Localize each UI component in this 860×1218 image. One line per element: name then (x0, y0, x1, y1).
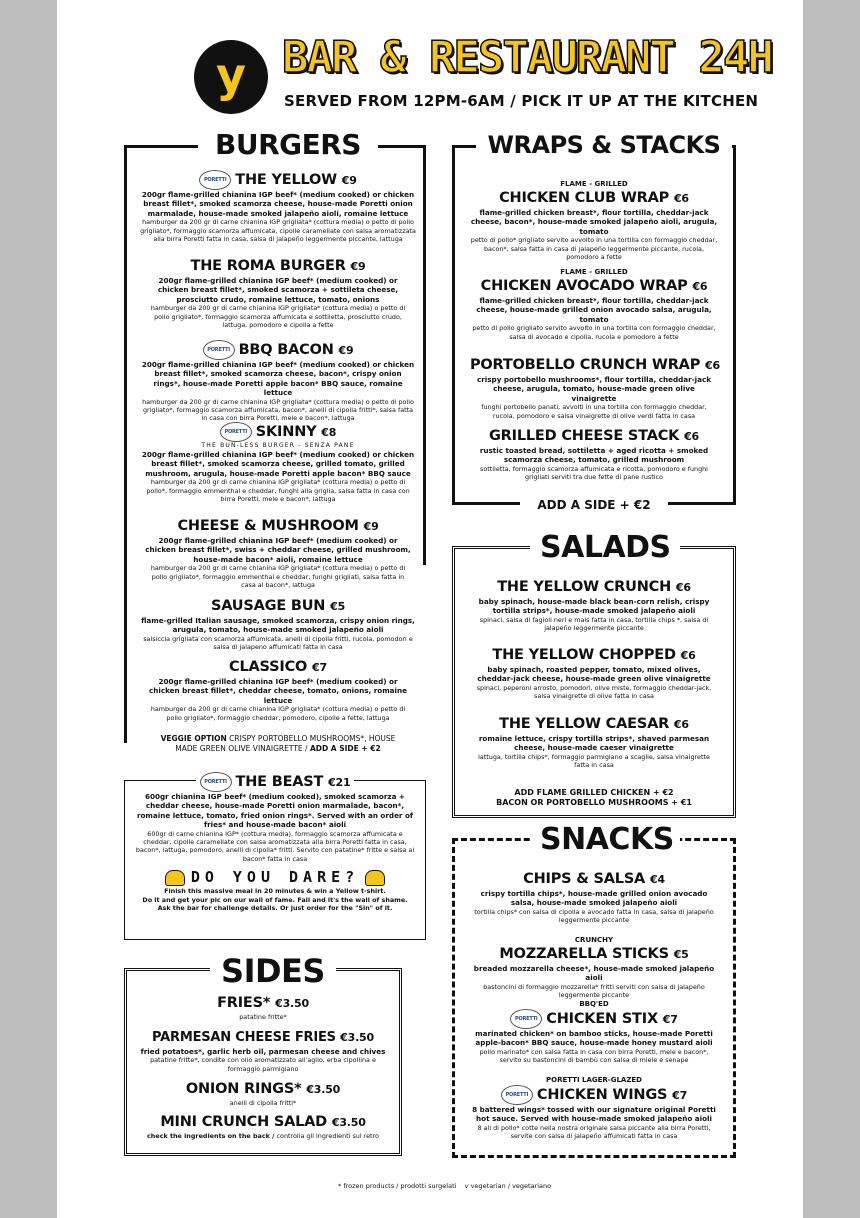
menu-item: CHIPS & SALSA €4 crispy tortilla chips*, house-made grilled onion avocado salsa, house-made smoked jalapeño aioli tortilla chips* con salsa di cipolla e avocado fatta in casa, salsa di jalapeño leggermente piccante (474, 871, 714, 925)
burger-icon (365, 870, 385, 886)
wraps-side: ADD A SIDE + €2 (520, 496, 668, 514)
menu-item: THE YELLOW CRUNCH €6 baby spinach, house-made black bean-corn relish, crispy tortilla strips*, house-made smoked jalapeño aioli spinaci, salsa di fagioli neri e mais fatta in casa, tortilla chips *, salsa di jalapeño leggermente piccante (478, 579, 710, 633)
menu-item: PARMESAN CHEESE FRIES €3.50 fried potatoes*, garlic herb oil, parmesan cheese and chives patatine fritte*, condite con olio aromatizzato all'aglio, erba cipollina e formaggio parmigiano (140, 1030, 386, 1073)
veggie-option: VEGGIE OPTION CRISPY PORTOBELLO MUSHROOMS*, HOUSE MADE GREEN OLIVE VINAIGRETTE / ADD A SIDE + €2 (160, 734, 396, 753)
snacks-title: SNACKS (530, 822, 680, 858)
menu-item: ONION RINGS* €3.50 anelli di cipolla fritti* (185, 1081, 341, 1107)
menu-item: THE YELLOW CHOPPED €6 baby spinach, roasted pepper, tomato, mixed olives, cheddar-jack cheese, house-made green olive vinaigrette spinaci, peperoni arrosto, pomodori, olive miste, formaggio cheddar-jack, salsa vinaigrette di olive fatta in casa (476, 647, 712, 701)
poretti-badge: PORETTI (510, 1009, 542, 1029)
burgers-title: BURGERS (198, 127, 378, 163)
menu-item: FRIES* €3.50 patatine fritte* (217, 995, 309, 1021)
salads-add: ADD FLAME GRILLED CHICKEN + €2 BACON OR PORTOBELLO MUSHROOMS + €1 (496, 788, 692, 807)
menu-item: THE YELLOW CAESAR €6 romaine lettuce, crispy tortilla strips*, shaved parmesan cheese, house-made caeser vinaigrette lattuga, tortilla chips*, formaggio parmigiano a scaglie, salsa vinaigrette fatta in casa (478, 716, 710, 770)
wraps-title: WRAPS & STACKS (476, 127, 732, 163)
menu-item: BBQ'ED PORETTI CHICKEN STIX €7 marinated chicken* on bamboo sticks, house-made Poretti apple-bacon* BBQ sauce, house-made honey mustard aioli pollo marinato* con salsa fatta in casa con birra Poretti, mele e bacon*, servito su bastoncini di bambù con salsa di miele e senape (475, 1000, 713, 1065)
footer-note: * frozen products / prodotti surgelati v vegetarian / vegetariano (338, 1182, 552, 1190)
menu-item: GRILLED CHEESE STACK €6 rustic toasted bread, sottiletta + aged ricotta + smoked scamorza cheese, tomato, grilled mushroom sottiletta, formaggio scamorza affumicata e ricotta, pomodoro e funghi grigliati serviti tra due fette di pane rustico (479, 428, 709, 482)
menu-item: PORTOBELLO CRUNCH WRAP €6 crispy portobello mushrooms*, flour tortilla, cheddar-jack cheese, arugula, tomato, house-made green olive vinaigrette funghi portobello panati, avvolti in una tortilla con formaggio cheddar, rucola, pomodoro e salsa vinaigrette di olive verdi fatta in casa (470, 357, 720, 420)
menu-item: PORETTI LAGER-GLAZED PORETTI CHICKEN WINGS €7 8 battered wings* tossed with our signature original Poretti hot sauce. Served with house-made smoked jalapeño aioli 8 ali di pollo* cotte nella nostra originale salsa piccante alla birra Poretti, servite con salsa di jalapeño affumicati fatta in casa (472, 1076, 716, 1141)
served-hours: SERVED FROM 12PM-6AM / PICK IT UP AT THE KITCHEN (284, 92, 759, 110)
menu-item: PORETTI THE BEAST €21 600gr chianina IGP beef* (medium cooked), smoked scamorza + cheddar cheese, house-made Poretti onion marmalade, bacon*, romaine lettuce, tomato, fried onion rings*. Served with an order of fries* and house-made bacon* aioli 600gr di carne chianina IGP* (cottura media), formaggio scamorza affumicata e cheddar, cipolle caramellate con salsa aromatizzata alla birra Poretti fatta in casa, bacon*, lattuga, pomodoro, anelli di cipolla* fritti. Servito con patatine* fritte e salsa al bacon* fatta in casa DO YOU DARE? Finish this massive meal in 20 minutes & win a Yellow t-shirt. Do it and get your pic on our wall of fame. Fail and it's the wall of shame. Ask the bar for challenge details. Or just order for the "Sin" of it. (135, 774, 415, 913)
menu-item: PORETTI THE YELLOW €9 200gr flame-grilled chianina IGP beef* (medium cooked) or chicken breast fillet*, smoked scamorza cheese, house-made Poretti onion marmalade, house-made smoked jalapeño aioli, romaine lettuce hamburger da 200 gr di carne chianina IGP grigliata* (cottura media) o petto di pollo grigliato*, formaggio scamorza affumicata, cipolle caramellate con salsa aromatizzata alla birra Poretti fatta in casa, salsa di jalapeño leggermente piccante, lattuga (140, 172, 416, 244)
menu-item: PORETTI SKINNY €8 THE BUN-LESS BURGER - SENZA PANE 200gr flame-grilled chianina IGP beef* (medium cooked) or chicken breast fillet*, smoked scamorza cheese, grilled tomato, grilled mushroom, arugula, house-made Poretti apple bacon* BBQ sauce hamburger da 200 gr di carne chianina IGP grigliata* (cottura media) o petto di pollo*, formaggio emmenthal e cheddar, funghi alla griglia, salsa fatta in casa con birra Poretti, mele e bacon*, lattuga (141, 424, 415, 504)
menu-item: FLAME - GRILLED CHICKEN AVOCADO WRAP €6 flame-grilled chicken breast*, flour tortilla, cheddar-jack cheese, house-made grilled onion avocado salsa, arugula, tomato petto di pollo grigliato servito avvolto in una tortilla con formaggio cheddar, salsa di avocado e cipolla, rucola e pomodoro a fette (472, 268, 716, 341)
sides-title: SIDES (210, 953, 336, 989)
poretti-badge: PORETTI (203, 340, 235, 360)
menu-item: CRUNCHY MOZZARELLA STICKS €5 breaded mozzarella cheese*, house-made smoked jalapeño aioli bastoncini di formaggio mozzarella* fritti serviti con salsa di jalapeño leggermente piccante (473, 936, 715, 1000)
vegetarian-icon: v (464, 1182, 469, 1190)
burger-icon (165, 870, 185, 886)
menu-item: CLASSICO €7 200gr flame-grilled chianina IGP beef* (medium cooked) or chicken breast fillet*, cheddar cheese, tomato, onions, romaine lettuce hamburger da 200 gr di carne chianina IGP grigliata* (cottura media) o petto di pollo grigliato*, formaggio cheddar, pomodoro, cipolle a fette, lattuga (148, 659, 407, 722)
logo: y (194, 40, 268, 114)
poretti-badge: PORETTI (199, 170, 231, 190)
burgers-border-right (423, 145, 426, 565)
brand-title: BAR & RESTAURANT 24H (282, 32, 772, 83)
menu-item: SAUSAGE BUN €5 flame-grilled Italian sausage, smoked scamorza, crispy onion rings, arugula, tomato, house-made smoked jalapeño aioli salsiccia grigliata con scamorza affumicata, anelli di cipolla fritti, rucola, pomodori e salsa di jalapeno affumicati fatta in casa (141, 598, 415, 652)
menu-item: CHEESE & MUSHROOM €9 200gr flame-grilled chianina IGP beef* (medium cooked) or chicken breast fillet*, swiss + cheddar cheese, grilled mushroom, house-made bacon* aioli, romaine lettuce hamburger da 200 gr di carne chianina IGP grigliata* (cottura media) o petto di pollo grigliato*, formaggio emmenthal e cheddar, funghi grigliati, salsa fatta in casa al bacon*, lattuga (145, 518, 411, 590)
salads-title: SALADS (530, 530, 680, 566)
menu-item: PORETTI BBQ BACON €9 200gr flame-grilled chianina IGP beef* (medium cooked) or chicken breast fillet*, smoked scamorza cheese, bacon*, crispy onion rings*, house-made Poretti apple bacon* BBQ sauce, romaine lettuce hamburger da 200 gr di carne chianina IGP grigliata* (cottura media) o petto di pollo grigliato*, formaggio scamorza affumicata, bacon*, anelli di cipolla fritti*, salsa fatta in casa con birra Poretti, mele e bacon*, lattuga (141, 342, 415, 423)
poretti-badge: PORETTI (200, 772, 232, 792)
dare-title: DO YOU DARE? (190, 868, 360, 887)
menu-item: FLAME - GRILLED CHICKEN CLUB WRAP €6 flame-grilled chicken breast*, flour tortilla, cheddar-jack cheese, bacon*, house-made smoked jalapeño aioli, arugula, tomato petto di pollo* grigliato servito avvolto in una tortilla con formaggio cheddar, bacon*, salsa fatta in casa di jalapeño leggermente piccante, rucola, pomodoro a fette (470, 180, 718, 262)
menu-item: THE ROMA BURGER €9 200gr flame-grilled chianina IGP beef* (medium cooked) or chicken breast fillet*, smoked scamorza + sottileta cheese, prosciutto crudo, romaine lettuce, tomato, onions hamburger da 200 gr di carne chianina IGP grigliata* (cottura media) o petto di pollo grigliato*, formaggio scamorza affumicata e sottiletta, prosciutto crudo, lattuga, pomodoro e cipolla a fette (150, 258, 406, 330)
poretti-badge: PORETTI (501, 1085, 533, 1105)
poretti-badge: PORETTI (220, 422, 252, 442)
menu-item: MINI CRUNCH SALAD €3.50 check the ingredients on the back / controlla gli ingredienti sul retro (147, 1114, 379, 1140)
